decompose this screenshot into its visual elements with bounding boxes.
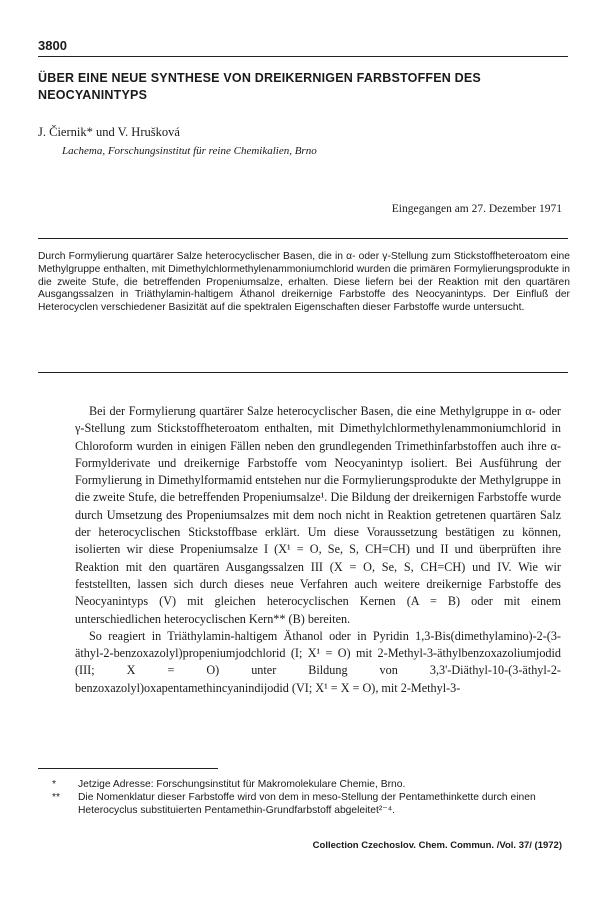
body-text [75,403,561,697]
footnote-mark: ** [52,792,61,803]
abstract-bottom-rule [38,372,568,373]
abstract-top-rule [38,238,568,239]
footnote-rule [38,768,218,769]
footnote-1 [38,778,570,791]
journal-citation: Collection Czechoslov. Chem. Commun. /Vol. 37/ (1972) [312,840,562,851]
page-number: 3800 [38,38,67,53]
footnote-text: Die Nomenklatur dieser Farbstoffe wird von dem in meso-Stellung der Pentamethinkette durch einen Heterocyclus substituierten Pentamethin-Grundfarbstoff abgeleitet²⁻⁴. [78,792,536,816]
header-rule [38,56,568,57]
footnote-mark: * [52,779,57,790]
article-title: ÜBER EINE NEUE SYNTHESE VON DREIKERNIGEN FARBSTOFFEN DES NEOCYANINTYPS [38,71,481,102]
footnotes [38,778,570,817]
received-date: Eingegangen am 27. Dezember 1971 [391,203,562,215]
abstract: Durch Formylierung quartärer Salze heterocyclischer Basen, die in α- oder γ-Stellung zum Stickstoffheteroatom eine Methylgruppe enthalten, mit Dimethylchlormethylenammoniumchlorid wurden die primären Formylierungsprodukte in die zweite Stufe, die betreffenden Propeniumsalze, erhalten. Diese liefern bei der Reaktion mit den quartären Ausgangssalzen in Triäthylamin-haltigem Äthanol dreikernige Farbstoffe des Neocyanintyps. Der Einfluß der Heterocyclen verschiedener Basizität auf die spektralen Eigenschaften dieser Farbstoffe wurde untersucht. [38,251,570,314]
paragraph-2: So reagiert in Triäthylamin-haltigem Äthanol oder in Pyridin 1,3-Bis(dimethylamino)-2-(3-äthyl-2-benzoxazolyl)propeniumjodchlorid (I; X¹ = O) mit 2-Methyl-3-äthylbenzoxazoliumjodid (III; X = O) unter Bildung von 3,3'-Diäthyl-10-(3-äthyl-2-benzoxazolyl)oxapentamethincyanindijodid (VI; X¹ = X = O), mit 2-Methyl-3- [75,628,561,695]
author-affiliation: Lachema, Forschungsinstitut für reine Chemikalien, Brno [62,145,317,157]
footnote-2 [38,791,570,817]
article-authors: J. Čiernik* und V. Hrušková [38,125,180,139]
footnote-text: Jetzige Adresse: Forschungsinstitut für Makromolekulare Chemie, Brno. [78,779,406,790]
paragraph-1: Bei der Formylierung quartärer Salze heterocyclischer Basen, die eine Methylgruppe in α- oder γ-Stellung zum Stickstoffheteroatom enthalten, mit Dimethylchlormethylenammoniumchlorid in Chloroform wurden in einigen Fällen neben den grundlegenden Trimethinfarbstoffen auch ihre α-Formylderivate und dreikernige Farbstoffe vom Neocyanintyp isoliert. Bei Ausführung der Formylierung in Dimethylformamid entstehen nur die Formylierungsprodukte der Methylgruppe in die zweite Stufe, die betreffenden Propeniumsalze¹. Die Bildung der dreikernigen Farbstoffe wurde durch Umsetzung des Propeniumsalzes mit dem noch nicht in Reaktion getretenen quartären Salz der heterocyclischen Stickstoffbase erklärt. Um diese Voraussetzung bestätigen zu können, isolierten wir diese Propeniumsalze I (X¹ = O, Se, S, CH=CH) und II und überprüften ihre Reaktion mit den quartären Ausgangssalzen III (X = O, Se, S, CH=CH) und IV. Wie wir feststellten, lassen sich durch dieses neue Verfahren auch weitere dreikernige Farbstoffe des Neocyanintyps (V) mit gleichen heterocyclischen Kernen (A = B) oder mit einem unterschiedlichen heterocyclischen Kern** (B) bereiten. [75,404,561,626]
